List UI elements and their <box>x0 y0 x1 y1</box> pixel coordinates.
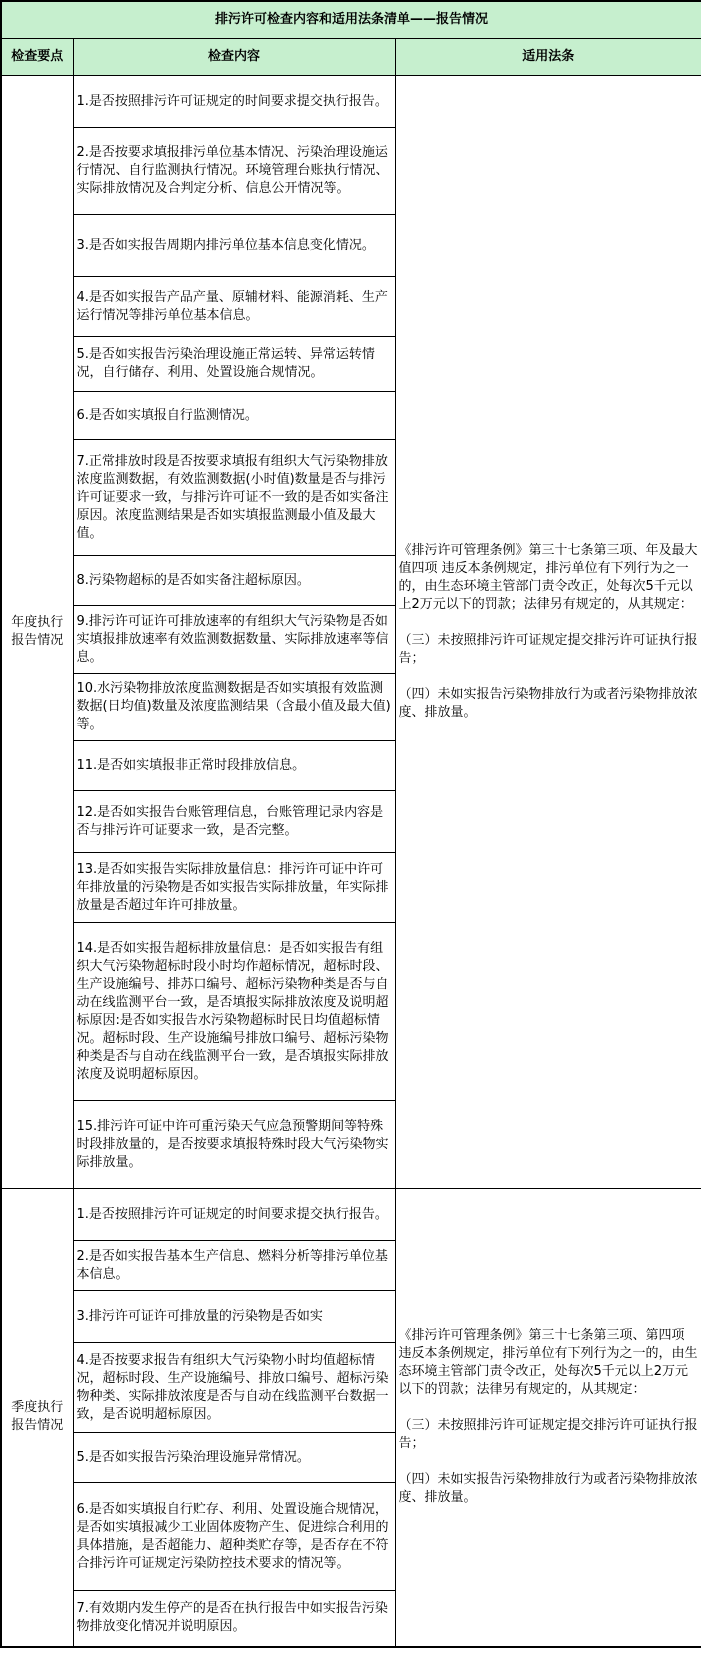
column-header-check-content: 检查内容 <box>73 39 395 76</box>
check-item: 2.是否如实报告基本生产信息、燃料分析等排污单位基本信息。 <box>73 1241 395 1291</box>
check-item: 14.是否如实报告超标排放量信息：是否如实报告有组织大气污染物超标时段小时均作超标情况，超标时段、生产设施编号、排苏口编号、超标污染物种类是否与自动在线监测平台一致，是否填报实际排放浓度及说明超标原因:是否如实报告水污染物超标时民日均值超标情况。超标时段、生产设施编号排放口编号、超标污染物种类是否与自动在线监测平台一致，是否填报实际排放浓度及说明超标原因。 <box>73 923 395 1101</box>
law-clause-3: （三）未按照排污许可证规定提交排污许可证执行报告； <box>398 1418 698 1452</box>
table-title: 排污许可检查内容和适用法条清单——报告情况 <box>1 1 701 39</box>
section-label-quarterly: 季度执行报告情况 <box>1 1189 73 1647</box>
column-header-applicable-law: 适用法条 <box>395 39 701 76</box>
section-label-annual: 年度执行报告情况 <box>1 76 73 1189</box>
table-row <box>1 76 701 128</box>
check-item: 7.正常排放时段是否按要求填报有组织大气污染物排放浓度监测数据，有效监测数据(小时值)数量是否与排污许可证要求一致，与排污许可证不一致的是否如实备注原因。浓度监测结果是否如实填报监测最小值及最大值。 <box>73 440 395 556</box>
column-header-check-point: 检查要点 <box>1 39 73 76</box>
check-item: 5.是否如实报告污染治理设施正常运转、异常运转情况，自行储存、利用、处置设施合规情况。 <box>73 337 395 392</box>
check-item: 4.是否如实报告产品产量、原辅材料、能源消耗、生产运行情况等排污单位基本信息。 <box>73 277 395 337</box>
check-item: 1.是否按照排污许可证规定的时间要求提交执行报告。 <box>73 76 395 128</box>
law-cell-quarterly <box>395 1189 701 1647</box>
law-cell-annual <box>395 76 701 1189</box>
check-item: 13.是否如实报告实际排放量信息：排污许可证中许可年排放量的污染物是否如实报告实际排放量，年实际排放量是否超过年许可排放量。 <box>73 853 395 923</box>
law-clause-3: （三）未按照排污许可证规定提交排污许可证执行报告； <box>398 633 698 666</box>
check-item: 11.是否如实填报非正常时段排放信息。 <box>73 741 395 791</box>
check-item: 2.是否按要求填报排污单位基本情况、污染治理设施运行情况、自行监测执行情况。环境管理台账执行情况、实际排放情况及合判定分析、信息公开情况等。 <box>73 128 395 215</box>
check-item: 1.是否按照排污许可证规定的时间要求提交执行报告。 <box>73 1189 395 1241</box>
check-item: 15.排污许可证中许可重污染天气应急预警期间等特殊时段排放量的，是否按要求填报特殊时段大气污染物实际排放量。 <box>73 1101 395 1189</box>
check-item: 4.是否按要求报告有组织大气污染物小时均值超标情况，超标时段、生产设施编号、排放口编号、超标污染物种类、实际排放浓度是否与自动在线监测平台数据一致，是否说明超标原因。 <box>73 1343 395 1433</box>
check-item: 12.是否如实报告台账管理信息，台账管理记录内容是否与排污许可证要求一致，是否完整。 <box>73 791 395 853</box>
check-item: 3.是否如实报告周期内排污单位基本信息变化情况。 <box>73 215 395 277</box>
law-main-text: 《排污许可管理条例》第三十七条第三项、第四项 违反本条例规定，排污单位有下列行为之一的，由生态环境主管部门责令改正，处每次5千元以上2万元以下的罚款；法律另有规定的，从其规定： <box>398 1328 698 1398</box>
law-clause-4: （四）未如实报告污染物排放行为或者污染物排放浓度、排放量。 <box>398 687 698 720</box>
law-clause-4: （四）未如实报告污染物排放行为或者污染物排放浓度、排放量。 <box>398 1472 698 1506</box>
check-item: 8.污染物超标的是否如实备注超标原因。 <box>73 556 395 606</box>
check-item: 7.有效期内发生停产的是否在执行报告中如实报告污染物排放变化情况并说明原因。 <box>73 1591 395 1647</box>
check-item: 6.是否如实填报自行贮存、利用、处置设施合规情况，是否如实填报减少工业固体废物产生、促进综合利用的具体措施，是否超能力、超种类贮存等，是否存在不符合排污许可证规定污染防控技术要求的情况等。 <box>73 1483 395 1591</box>
check-item: 5.是否如实报告污染治理设施异常情况。 <box>73 1433 395 1483</box>
law-main-text: 《排污许可管理条例》第三十七条第三项、年及最大值四项 违反本条例规定，排污单位有下列行为之一的，由生态环境主管部门责令改正，处每次5千元以上2万元以下的罚款；法律另有规定的，从其规定： <box>398 543 698 612</box>
check-item: 3.排污许可证许可排放量的污染物是否如实 <box>73 1291 395 1343</box>
check-item: 10.水污染物排放浓度监测数据是否如实填报有效监测数据(日均值)数量及浓度监测结果（含最小值及最大值)等。 <box>73 674 395 741</box>
check-item: 9.排污许可证许可排放速率的有组织大气污染物是否如实填报排放速率有效监测数据数量、实际排放速率等信息。 <box>73 606 395 674</box>
check-item: 6.是否如实填报自行监测情况。 <box>73 392 395 440</box>
table-row <box>1 1189 701 1241</box>
